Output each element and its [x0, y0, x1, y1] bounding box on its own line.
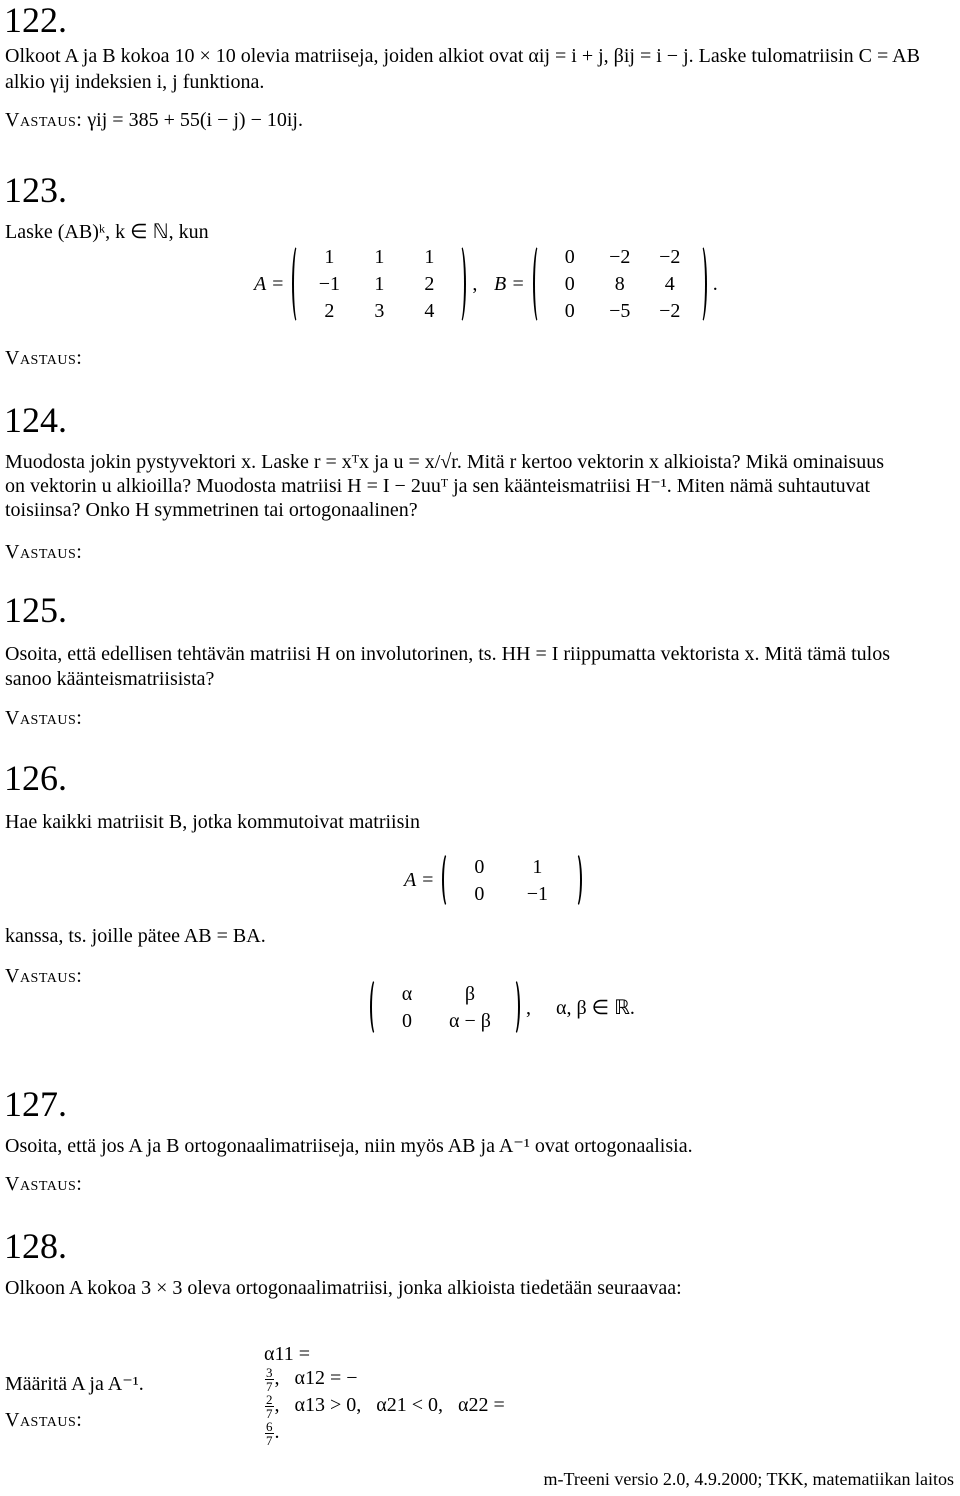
- numerator: 6: [266, 1419, 273, 1434]
- matrix-label: B =: [494, 272, 525, 295]
- problem-123-text: Laske (AB)ᵏ, k ∈ ℕ, kun: [5, 221, 209, 243]
- matrix-grid: [547, 245, 693, 323]
- fraction: [265, 1393, 274, 1420]
- right-paren: [452, 244, 466, 324]
- problem-124-answer-label: Vastaus:: [5, 541, 83, 563]
- problem-126-text: Hae kaikki matriisit B, jotka kommutoivat matriisin: [5, 811, 420, 833]
- answer-text: γij = 385 + 55(i − j) − 10ij.: [87, 109, 303, 131]
- cell: −2: [609, 246, 631, 268]
- cell: 0: [564, 246, 575, 268]
- left-paren: [292, 244, 306, 324]
- cond-rest: , α13 > 0, α21 < 0, α22 =: [274, 1394, 505, 1417]
- problem-123-answer-label: Vastaus:: [5, 347, 83, 369]
- fraction: [265, 1366, 274, 1393]
- left-paren: [370, 978, 384, 1036]
- numerator: 2: [266, 1392, 273, 1407]
- answer-matrix-126: [370, 978, 635, 1036]
- cell: 1: [324, 246, 335, 268]
- answer-label: Vastaus:: [5, 109, 83, 131]
- cell: α: [401, 982, 413, 1005]
- problem-122-answer: [5, 108, 303, 132]
- matrix-a-126: [404, 852, 582, 908]
- cell: 0: [564, 273, 575, 295]
- problem-128-answer-label: Vastaus:: [5, 1409, 83, 1431]
- problem-128-text: Olkoon A kokoa 3 × 3 oleva ortogonaalimatriisi, jonka alkioista tiedetään seuraavaa:: [5, 1277, 682, 1299]
- problem-124-text-2: on vektorin u alkioilla? Muodosta matriisi H = I − 2uuᵀ ja sen käänteismatriisi H⁻¹. Miten nämä suhtautuvat: [5, 475, 871, 497]
- comma: ,: [472, 272, 478, 295]
- cell: 8: [614, 273, 625, 295]
- cell: 4: [664, 273, 675, 295]
- right-paren: [506, 978, 520, 1036]
- matrix-grid: [306, 245, 452, 323]
- problem-125-answer-label: Vastaus:: [5, 707, 83, 729]
- problem-122-text-1: Olkoot A ja B kokoa 10 × 10 olevia matriiseja, joiden alkiot ovat αij = i + j, βij = i − j. Laske tulomatriisin C = AB: [5, 45, 920, 67]
- cell: 0: [474, 855, 485, 878]
- cell: 2: [424, 273, 435, 295]
- problem-122-text-2: alkio γij indeksien i, j funktiona.: [5, 71, 265, 93]
- matrix-grid: [456, 855, 568, 906]
- problem-126-answer-label: Vastaus:: [5, 965, 83, 987]
- problem-128-text-after: Määritä A ja A⁻¹.: [5, 1373, 144, 1395]
- matrix-b-123: [494, 244, 718, 324]
- matrix-label: A =: [404, 868, 435, 891]
- problem-127-answer-label: Vastaus:: [5, 1173, 83, 1195]
- problem-126-number: 126.: [4, 758, 67, 798]
- problem-127-text: Osoita, että jos A ja B ortogonaalimatriiseja, niin myös AB ja A⁻¹ ovat ortogonaalisia.: [5, 1135, 693, 1157]
- problem-124-text-3: toisiinsa? Onko H symmetrinen tai ortogonaalinen?: [5, 499, 418, 521]
- problem-128-number: 128.: [4, 1226, 67, 1266]
- numerator: 3: [266, 1365, 273, 1380]
- problem-123-number: 123.: [4, 170, 67, 210]
- problem-128-conditions: [244, 1318, 505, 1471]
- problem-127-number: 127.: [4, 1084, 67, 1124]
- cell: −5: [609, 300, 631, 322]
- fraction: [265, 1420, 274, 1447]
- answer-suffix: , α, β ∈ ℝ.: [526, 996, 635, 1019]
- cell: 1: [424, 246, 435, 268]
- problem-126-text-after: kanssa, ts. joille pätee AB = BA.: [5, 925, 266, 947]
- cell: 2: [324, 300, 335, 322]
- denominator: 7: [266, 1406, 273, 1421]
- problem-122-number: 122.: [4, 0, 67, 40]
- cell: 3: [374, 300, 385, 322]
- page-footer: m-Treeni versio 2.0, 4.9.2000; TKK, matematiikan laitos: [543, 1469, 954, 1489]
- cell: 0: [402, 1009, 412, 1032]
- denominator: 7: [266, 1379, 273, 1394]
- problem-125-text-2: sanoo käänteismatriisista?: [5, 668, 215, 690]
- problem-124-text-1: Muodosta jokin pystyvektori x. Laske r = xᵀx ja u = x/√r. Mitä r kertoo vektorin x alkioista? Mikä ominaisuus: [5, 451, 884, 473]
- period: .: [712, 272, 718, 295]
- left-paren: [442, 852, 456, 908]
- cell: 4: [424, 300, 435, 322]
- cell: 0: [474, 882, 485, 905]
- cell: −2: [659, 300, 681, 322]
- cell: α − β: [449, 1009, 491, 1032]
- right-paren: [568, 852, 582, 908]
- problem-125-number: 125.: [4, 590, 67, 630]
- cond-end: .: [274, 1421, 280, 1444]
- right-paren: [693, 244, 707, 324]
- problem-124-number: 124.: [4, 400, 67, 440]
- cell: 1: [532, 855, 543, 878]
- cell: 1: [374, 246, 385, 268]
- matrix-grid: [384, 982, 506, 1033]
- problem-125-text-1: Osoita, että edellisen tehtävän matriisi H on involutorinen, ts. HH = I riippumatta vektorista x. Mitä tämä tulos: [5, 643, 890, 665]
- cond-a12: , α12 = −: [274, 1367, 358, 1390]
- cell: β: [464, 982, 476, 1005]
- matrix-a-123: [254, 244, 477, 324]
- denominator: 7: [266, 1433, 273, 1448]
- cell: −1: [318, 273, 340, 295]
- cell: 0: [564, 300, 575, 322]
- cell: 1: [374, 273, 385, 295]
- cell: −2: [659, 246, 681, 268]
- cond-a11: α11 =: [264, 1343, 311, 1365]
- left-paren: [533, 244, 547, 324]
- matrix-label: A =: [254, 272, 285, 295]
- cell: −1: [526, 882, 548, 905]
